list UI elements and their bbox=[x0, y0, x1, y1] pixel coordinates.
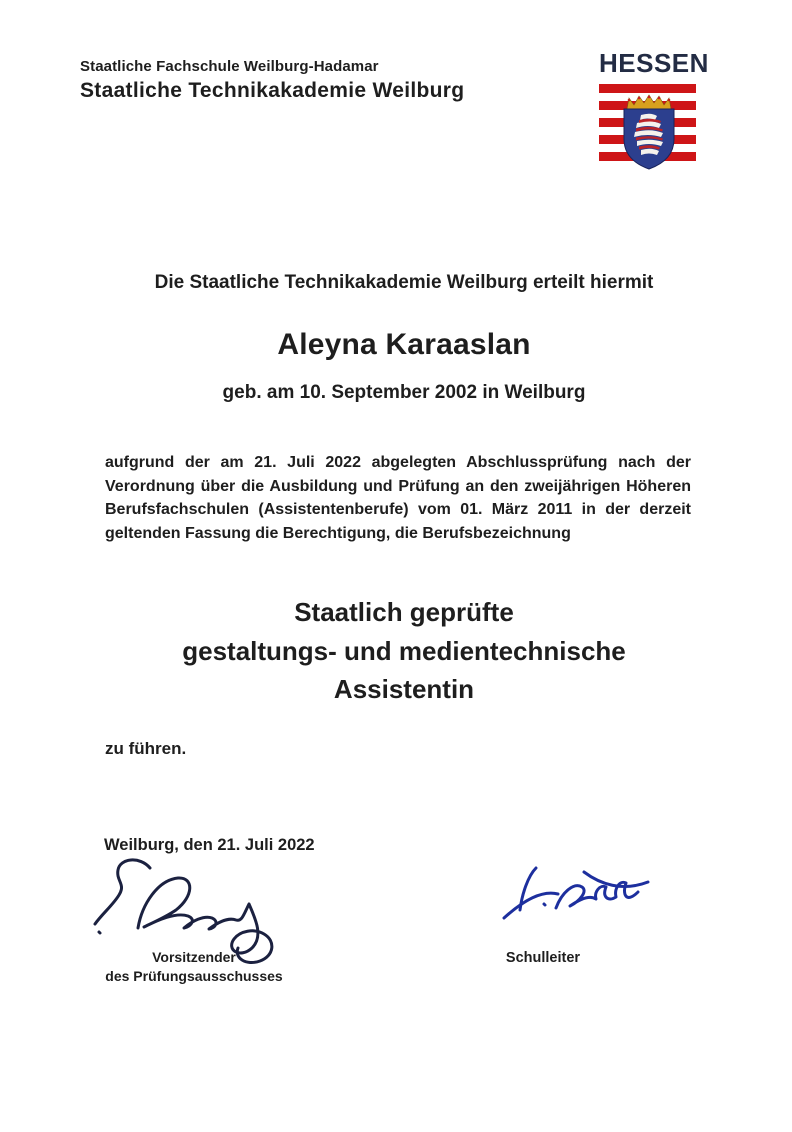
closing-line: zu führen. bbox=[105, 739, 187, 758]
hessen-coat-of-arms-icon bbox=[617, 93, 681, 171]
signature-principal bbox=[498, 860, 658, 935]
professional-title-line: Assistentin bbox=[333, 674, 475, 704]
birth-line: geb. am 10. September 2002 in Weilburg bbox=[222, 382, 586, 403]
red-stripe bbox=[599, 84, 696, 93]
professional-title-line: Staatlich geprüfte bbox=[294, 597, 514, 627]
school-title: Staatliche Technikakademie Weilburg bbox=[80, 79, 465, 102]
hessen-wordmark: HESSEN bbox=[599, 48, 709, 78]
chairman-label-line1: Vorsitzender bbox=[152, 949, 236, 965]
legal-paragraph-line: Berufsfachschulen (Assistentenberufe) vom 01. März 2011 in der derzeit bbox=[105, 501, 691, 519]
school-name-block bbox=[80, 58, 464, 103]
principal-label: Schulleiter bbox=[505, 950, 581, 966]
chairman-label-line2: des Prüfungsausschusses bbox=[105, 967, 283, 984]
school-subtitle: Staatliche Fachschule Weilburg-Hadamar bbox=[80, 58, 379, 75]
professional-title-line: gestaltungs- und medientechnische bbox=[182, 635, 626, 666]
place-date-line: Weilburg, den 21. Juli 2022 bbox=[104, 836, 315, 854]
legal-paragraph-line: geltenden Fassung die Berechtigung, die Berufsbezeichnung bbox=[105, 524, 571, 542]
legal-paragraph-line: Verordnung über die Ausbildung und Prüfung an den zweijährigen Höheren bbox=[105, 477, 691, 495]
recipient-name: Aleyna Karaaslan bbox=[277, 328, 531, 361]
chairman-label-block bbox=[98, 948, 290, 985]
professional-title bbox=[8, 593, 792, 709]
legal-paragraph-line: aufgrund der am 21. Juli 2022 abgelegten Abschlussprüfung nach der bbox=[105, 454, 691, 471]
hessen-logo bbox=[599, 48, 709, 161]
intro-line: Die Staatliche Technikakademie Weilburg erteilt hiermit bbox=[154, 272, 654, 293]
legal-paragraph bbox=[105, 451, 691, 545]
